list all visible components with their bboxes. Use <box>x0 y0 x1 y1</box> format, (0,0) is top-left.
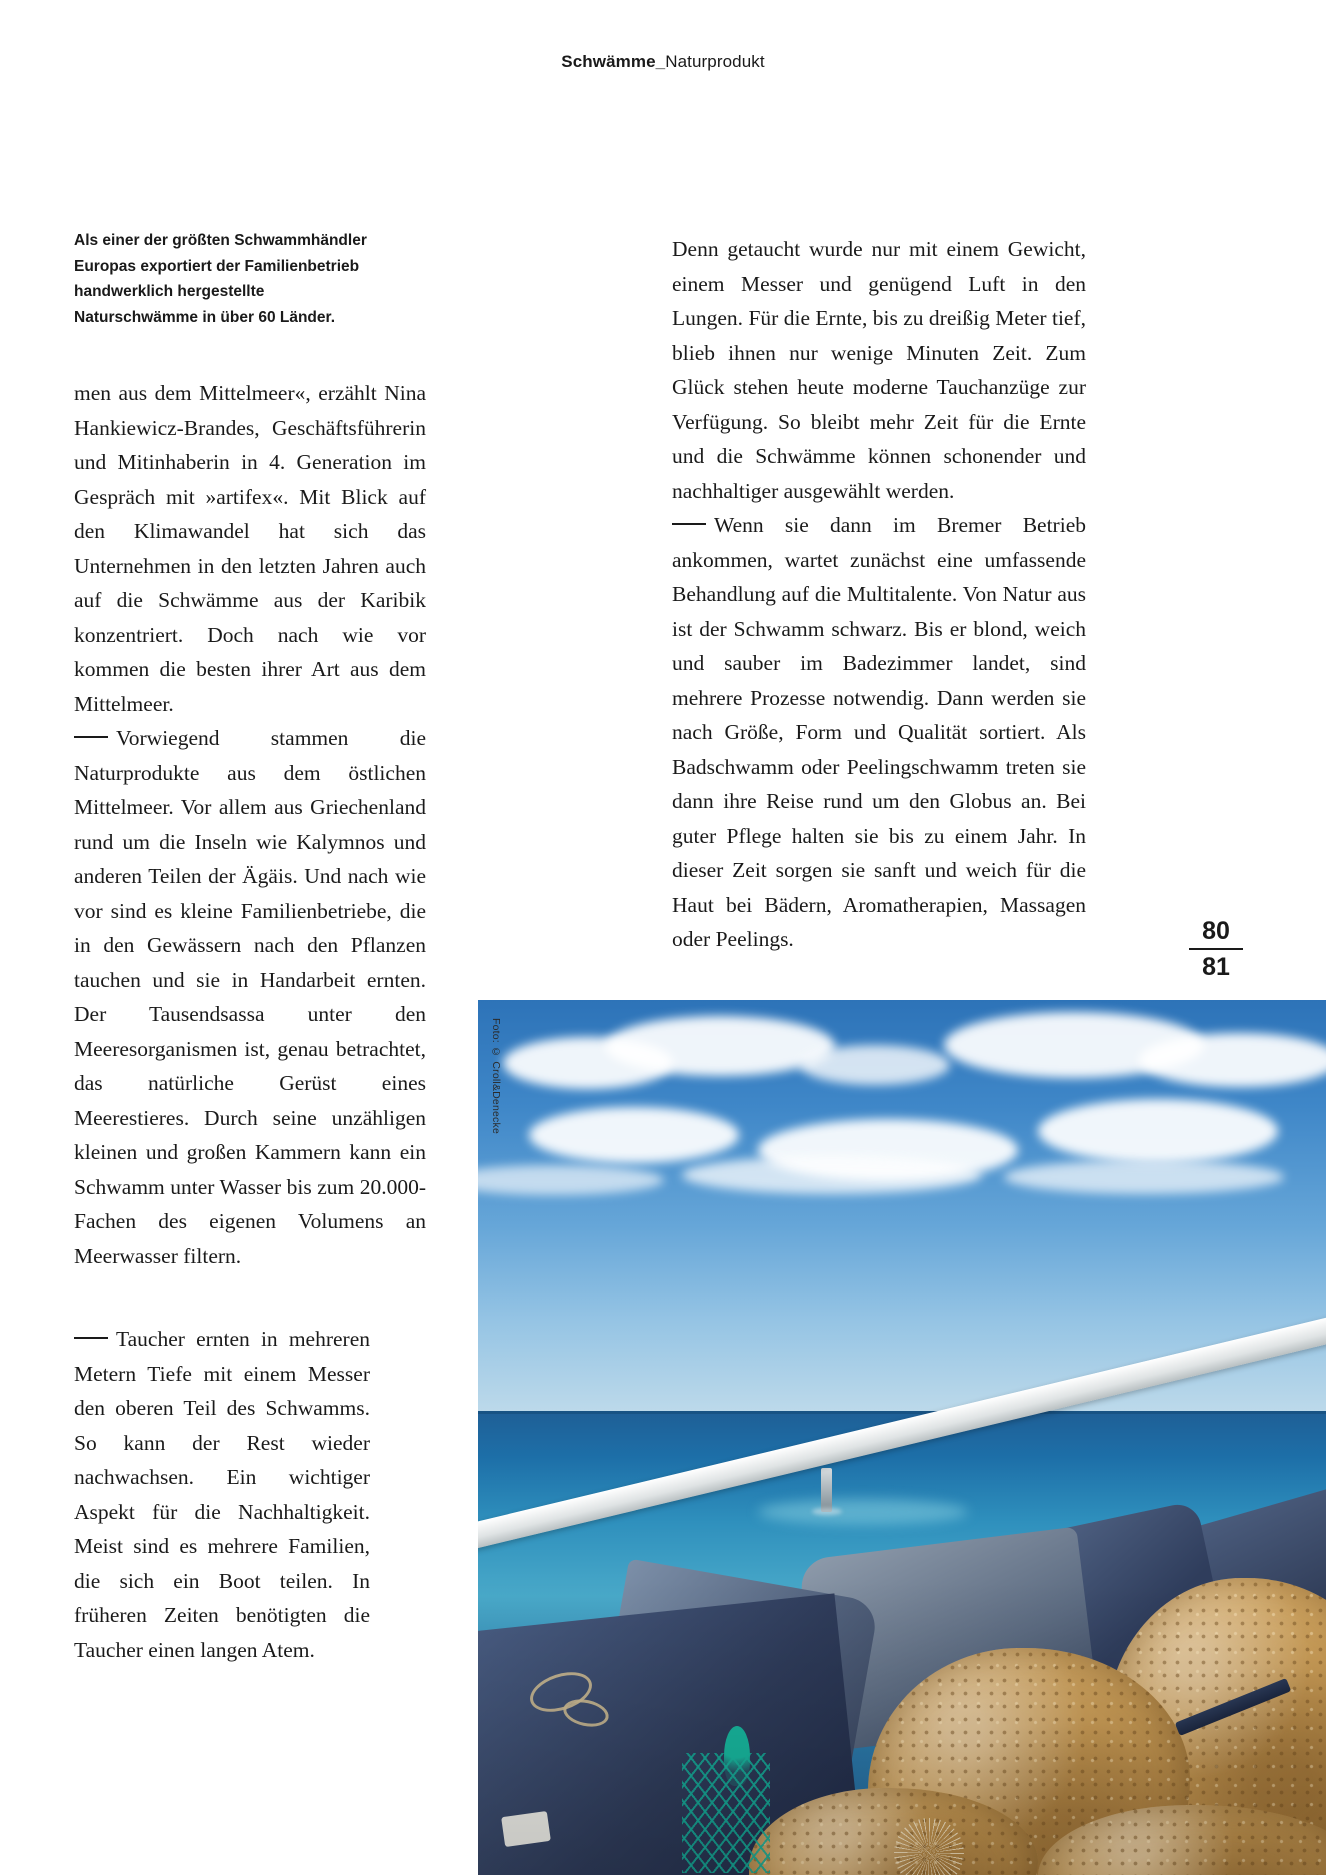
photo-credit: Foto: © Croll&Denecke <box>490 1018 502 1134</box>
paragraph <box>74 1322 370 1667</box>
paragraph-dash <box>74 1337 108 1339</box>
paragraph-text: Wenn sie dann im Bremer Betrieb ankommen, wartet zunächst eine umfassende Behandlung auf die Multitalente. Von Natur aus ist der Schwamm schwarz. Bis er blond, weich und sauber im Badezimmer landet, sind mehrere Prozesse notwendig. Dann werden sie nach Größe, Form und Qualität sortiert. Als Badschwamm oder Peelingschwamm treten sie dann ihre Reise rund um den Globus an. Bei guter Pflege halten sie bis zu einem Jahr. In dieser Zeit sorgen sie sanft und weich für die Haut bei Bädern, Aromatherapien, Massagen oder Peelings. <box>672 513 1086 951</box>
folio-number-left: 80 <box>1202 917 1230 945</box>
paragraph: Denn getaucht wurde nur mit einem Gewicht, einem Messer und genügend Luft in den Lungen. Für die Ernte, bis zu dreißig Meter tief, blieb ihnen nur wenige Minuten Zeit. Zum Glück stehen heute moderne Tauchanzüge zur Verfügung. So bleibt mehr Zeit für die Ernte und die Schwämme können schonender und nachhaltiger ausgewählt werden. <box>672 237 1086 503</box>
right-column <box>672 232 1086 957</box>
paragraph: men aus dem Mittelmeer«, erzählt Nina Hankiewicz-Brandes, Geschäftsführerin und Mitinhaberin in 4. Generation im Gespräch mit »artifex«. Mit Blick auf den Klimawandel hat sich das Unternehmen in den letzten Jahren auch auf die Schwämme aus der Karibik konzentriert. Doch nach wie vor kommen die besten ihrer Art aus dem Mittelmeer. <box>74 381 426 716</box>
paragraph <box>74 721 426 1273</box>
cloud <box>1004 1160 1284 1194</box>
cloud <box>478 1165 664 1195</box>
right-column-body <box>672 232 1086 957</box>
beacon-marker <box>821 1468 832 1512</box>
standfirst: Als einer der größten Schwammhändler Europas exportiert der Familienbetrieb handwerklich hergestellte Naturschwämme in über 60 Länder. <box>74 232 367 326</box>
sea-urchin <box>894 1818 964 1875</box>
page-folio <box>1189 916 1243 982</box>
cloud <box>682 1156 982 1194</box>
left-column-body-bottom <box>74 1322 370 1667</box>
cloud <box>1139 1033 1326 1087</box>
cloth-patch <box>502 1811 552 1847</box>
running-head-subtitle: Naturprodukt <box>665 52 765 71</box>
left-column <box>74 228 426 1273</box>
paragraph-text: Vorwiegend stammen die Naturprodukte aus dem östlichen Mittelmeer. Vor allem aus Griechenland rund um die Inseln wie Kalymnos und anderen Teilen der Ägäis. Und nach wie vor sind es kleine Familienbetriebe, die in den Gewässern nach den Pflanzen tauchen und sie in Handarbeit ernten. Der Tausendsassa unter den Meeresorganismen ist, genau betrachtet, das natürliche Gerüst eines Meerestieres. Durch seine unzähligen kleinen und großen Kammern kann ein Schwamm unter Wasser bis zum 20.000-Fachen des eigenen Volumens an Meerwasser filtern. <box>74 726 426 1268</box>
paragraph-text: Taucher ernten in mehreren Metern Tiefe mit einem Messer den oberen Teil des Schwamms. So kann der Rest wieder nachwachsen. Ein wichtiger Aspekt für die Nachhaltigkeit. Meist sind es mehrere Familien, die sich ein Boot teilen. In früheren Zeiten benötigten die Taucher einen langen Atem. <box>74 1327 370 1662</box>
cloud <box>529 1107 739 1163</box>
left-column-lower <box>74 1322 370 1667</box>
net-bundle <box>724 1726 750 1786</box>
paragraph-dash <box>74 736 108 738</box>
cloud <box>800 1045 950 1085</box>
folio-number-right: 81 <box>1202 953 1230 981</box>
folio-rule <box>1189 948 1243 950</box>
left-column-body-top <box>74 376 426 721</box>
cloud <box>1038 1099 1278 1163</box>
horizon-line <box>478 1411 1326 1414</box>
photo-sponge-boat <box>478 1000 1326 1875</box>
left-column-body-mid <box>74 721 426 1273</box>
shoal <box>758 1499 968 1525</box>
paragraph-dash <box>672 523 706 525</box>
running-head-title: Schwämme_ <box>561 52 666 71</box>
paragraph <box>672 508 1086 957</box>
running-head <box>0 52 1326 72</box>
